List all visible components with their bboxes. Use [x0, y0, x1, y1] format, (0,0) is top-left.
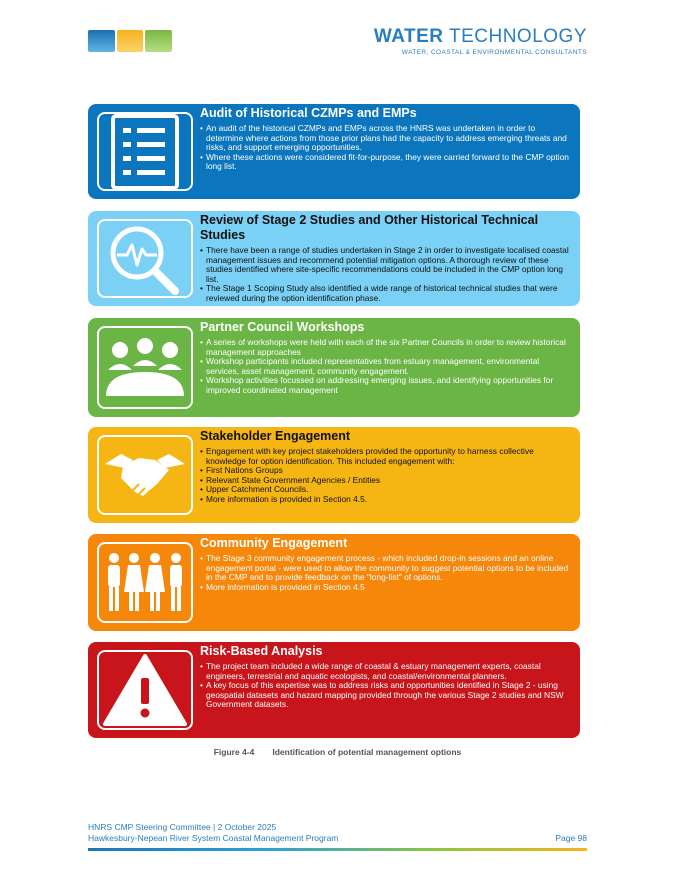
card-stakeholder: [88, 427, 580, 523]
card-bullet: • A series of workshops were held with each of the six Partner Councils in order to review historical management approaches: [200, 338, 574, 357]
card-bullet: • Engagement with key project stakeholders provided the opportunity to harness collective knowledge for option identification. This included engagement with:: [200, 447, 574, 466]
card-bullet: • More information is provided in Section 4.5: [200, 583, 574, 593]
card-title: Audit of Historical CZMPs and EMPs: [200, 106, 417, 120]
card-title: Stakeholder Engagement: [200, 429, 351, 443]
page-number: Page 98: [555, 833, 587, 843]
card-community: [88, 534, 580, 631]
card-audit: [88, 104, 580, 199]
meeting-icon: [97, 326, 193, 409]
handshake-icon: [97, 435, 193, 515]
card-title: Risk-Based Analysis: [200, 644, 323, 658]
warning-icon: [97, 650, 193, 730]
card-bullet: • Relevant State Government Agencies / Entities: [200, 476, 574, 486]
card-bullet: • The Stage 1 Scoping Study also identified a wide range of historical technical studies that were reviewed during the option identification phase.: [200, 284, 574, 303]
figure-caption: [0, 747, 675, 757]
brand: [374, 26, 587, 56]
card-bullet: • An audit of the historical CZMPs and EMPs across the HNRS was undertaken in order to determine where actions from those prior plans had the capacity to address emerging threats and risks, and support emerging opportunities.: [200, 124, 574, 153]
card-title: Partner Council Workshops: [200, 320, 365, 334]
checklist-icon: [97, 112, 193, 191]
brand-tagline: WATER, COASTAL & ENVIRONMENTAL CONSULTANTS: [401, 49, 587, 56]
card-bullet: • Workshop activities focussed on addressing emerging issues, and identifying opportunities for improved coordinated management: [200, 376, 574, 395]
card-bullet: • Workshop participants included representatives from estuary management, environmental services, asset management, community engagement.: [200, 357, 574, 376]
card-bullet: • The Stage 3 community engagement process - which included drop-in sessions and an online engagement portal - were used to allow the community to suggest potential options to be included in the CMP and to provide feedback on the "long-list" of options.: [200, 554, 574, 583]
card-partner-council: [88, 318, 580, 417]
card-review: [88, 211, 580, 306]
card-bullet: • There have been a range of studies undertaken in Stage 2 in order to investigate localised coastal management issues and recommend potential mitigation options. A thorough review of these studies identified where site-specific recommendations could be included in the CMP option long list.: [200, 246, 574, 284]
brand-name: WATER TECHNOLOGY: [373, 26, 587, 47]
figure-title: Identification of potential management options: [272, 747, 462, 757]
figure-number: Figure 4-4: [213, 747, 255, 757]
footer-gradient-bar: [88, 848, 587, 851]
card-bullet: • The project team included a wide range of coastal & estuary management experts, coastal engineers, terrestrial and aquatic ecologists, and coastal/environmental planners.: [200, 662, 574, 681]
card-bullet: • More information is provided in Section 4.5.: [200, 495, 574, 505]
people-icon: [97, 542, 193, 623]
card-bullet: • First Nations Groups: [200, 466, 574, 476]
card-bullet: • Where these actions were considered fit-for-purpose, they were carried forward to the CMP option long list.: [200, 153, 574, 172]
card-bullet: • A key focus of this expertise was to address risks and opportunities identified in Stage 2 - using geospatial datasets and hazard mapping provided through the various Stage 2 studies and NSW Government datasets.: [200, 681, 574, 710]
card-title: Community Engagement: [200, 536, 348, 550]
card-bullet: • Upper Catchment Councils.: [200, 485, 574, 495]
card-risk: [88, 642, 580, 738]
card-title: Review of Stage 2 Studies and Other Historical Technical Studies: [200, 213, 539, 242]
page-footer: [88, 822, 587, 844]
footer-line-2: Hawkesbury-Nepean River System Coastal Management Program: [88, 833, 339, 843]
footer-line-1: HNRS CMP Steering Committee | 2 October 2025: [88, 822, 277, 832]
magnifier-pulse-icon: [97, 219, 193, 298]
water-technology-logo-mark: [88, 30, 172, 52]
